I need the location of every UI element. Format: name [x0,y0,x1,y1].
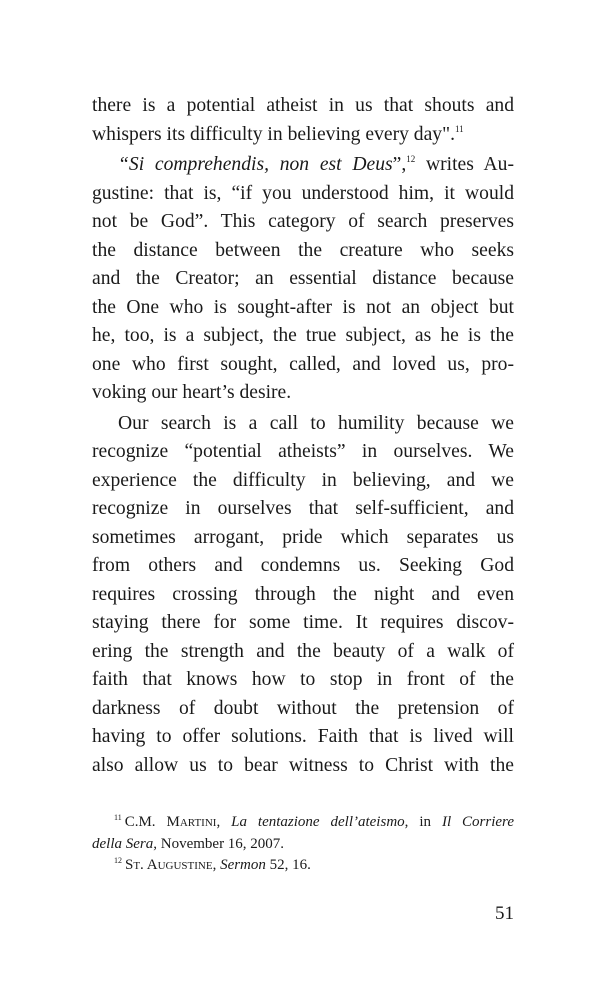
text-line: voking our heart’s desire. [92,382,292,403]
text-span: whispers its difficulty in believing every day". [92,123,455,145]
footnote-number: 11 [114,813,122,822]
text-line: sometimes arrogant, pride which separates us [92,526,514,548]
text-line: gustine: that is, “if you understood him, it would [92,182,514,204]
paragraph-1 [92,92,514,149]
text-line: one who first sought, called, and loved us, pro- [92,353,514,375]
text-span: , in [404,814,442,830]
footnote-author-initials: C.M. [124,814,156,830]
text-line: there is a potential atheist in us that shouts and [92,95,514,116]
text-line: also allow us to bear witness to Christ with the [92,754,514,776]
text-line: requires crossing through the night and even [92,583,514,605]
text-line: from others and condemns us. Seeking God [92,555,514,576]
text-line [92,151,514,180]
paragraph-2 [92,151,514,408]
footnote-11 [92,812,514,855]
paragraph-3 [92,410,514,781]
text-line: faith that knows how to stop in front of the [92,669,514,690]
text-line: experience the difficulty in believing, and we [92,469,514,491]
footnote-ref-11[interactable]: 11 [454,123,464,134]
text-line: recognize in ourselves that self-sufficient, and [92,498,514,519]
footnote-line: $^{12}$ St. Augustine, Sermon 52, 16. [114,856,311,873]
text-line: recognize “potential atheists” in ourselves. We [92,441,514,462]
footnote-source: Il Corriere [441,814,514,830]
text-line: the distance between the creature who seeks [92,239,514,261]
text-span: writes Au- [415,154,514,175]
text-line: staying there for some time. It requires discov- [92,612,514,633]
text-line: having to offer solutions. Faith that is lived will [92,726,514,747]
footnote-line: $^{11}$ C.M. Martini, La tentazione dell’ateismo, in Il Corriere [114,813,514,830]
footnote-line [92,834,514,856]
footnote-title: La tentazione dell’ateismo [231,814,405,830]
footnote-source: della Sera [92,835,154,852]
footnote-12 [92,855,514,877]
footnote-date: , November 16, 2007. [153,835,285,852]
text-line: darkness of doubt without the pretension of [92,697,514,719]
text-line: the One who is sought-after is not an object but [92,296,514,318]
text-line: and the Creator; an essential distance because [92,268,514,289]
text-line: he, too, is a subject, the true subject, as he is the [92,325,514,346]
body-text [92,92,514,780]
latin-quote: “Si comprehendis, non est Deus [118,154,393,175]
text-span: ”, [392,154,407,175]
page-number: 51 [495,903,514,924]
footnote-ref-12[interactable]: 12 [406,154,416,164]
text-line [92,121,514,150]
footnote-ref: 52, 16. [265,857,311,873]
footnote-title: Sermon [220,857,266,873]
text-line: Our search is a call to humility because we [118,412,514,434]
footnotes [92,812,514,877]
footnote-author-surname: Martini [166,814,217,830]
footnote-number: 12 [114,856,122,865]
text-line: ering the strength and the beauty of a walk of [92,640,514,662]
footnote-author: St. Augustine [125,857,213,873]
text-line: not be God”. This category of search preserves [92,211,514,232]
